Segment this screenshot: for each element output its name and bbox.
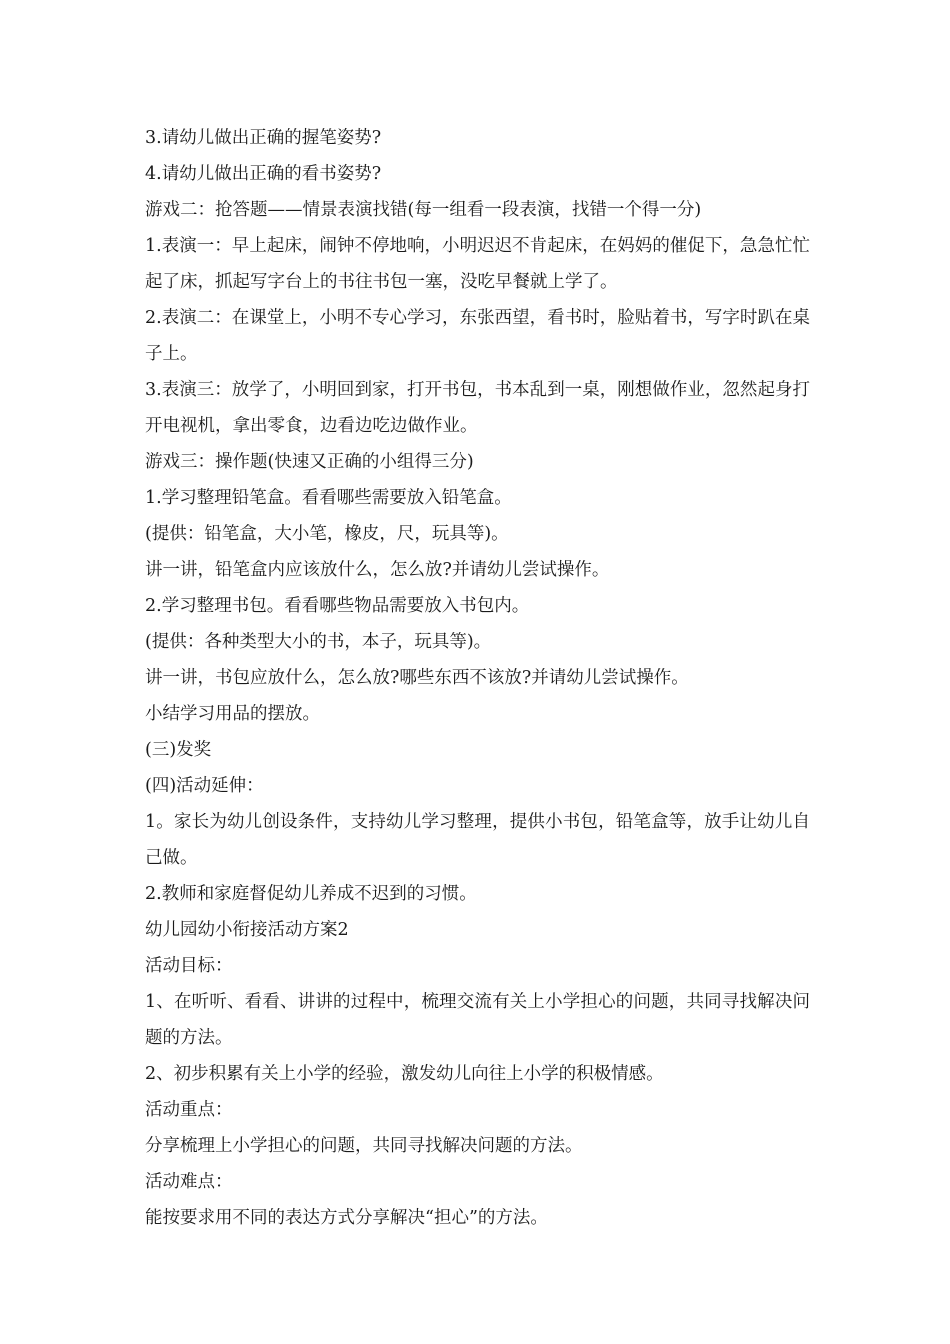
paragraph-pen-grip: 3.请幼儿做出正确的握笔姿势? — [145, 128, 382, 148]
paragraph-pencil-case: 1.学习整理铅笔盒。看看哪些需要放入铅笔盒。 — [145, 488, 512, 508]
paragraph-performance-two: 2.表演二：在课堂上，小明不专心学习，东张西望，看书时，脸贴着书，写字时趴在桌子上。 — [145, 308, 810, 364]
paragraph-goal-two: 2、初步积累有关上小学的经验，激发幼儿向往上小学的积极情感。 — [145, 1064, 664, 1084]
paragraph-game-three-heading: 游戏三：操作题(快速又正确的小组得三分) — [145, 452, 474, 472]
paragraph-reading-posture: 4.请幼儿做出正确的看书姿势? — [145, 164, 382, 184]
paragraph-plan-two-title: 幼儿园幼小衔接活动方案2 — [145, 920, 349, 940]
paragraph-parents-support: 1。家长为幼儿创设条件，支持幼儿学习整理，提供小书包，铅笔盒等，放手让幼儿自己做。 — [145, 812, 810, 868]
paragraph-key-points-heading: 活动重点： — [145, 1100, 233, 1120]
paragraph-awards-heading: (三)发奖 — [145, 740, 212, 760]
paragraph-game-two-heading: 游戏二：抢答题——情景表演找错(每一组看一段表演，找错一个得一分) — [145, 200, 702, 220]
paragraph-summary: 小结学习用品的摆放。 — [145, 704, 320, 724]
paragraph-schoolbag-discussion: 讲一讲，书包应放什么，怎么放?哪些东西不该放?并请幼儿尝试操作。 — [145, 668, 689, 688]
paragraph-extension-heading: (四)活动延伸： — [145, 776, 264, 796]
paragraph-pencil-case-discussion: 讲一讲，铅笔盒内应该放什么，怎么放?并请幼儿尝试操作。 — [145, 560, 610, 580]
paragraph-punctuality: 2.教师和家庭督促幼儿养成不迟到的习惯。 — [145, 884, 477, 904]
paragraph-performance-three: 3.表演三：放学了，小明回到家，打开书包，书本乱到一桌，刚想做作业，忽然起身打开电视机，拿出零食，边看边吃边做作业。 — [145, 380, 810, 436]
paragraph-difficulty-heading: 活动难点： — [145, 1172, 233, 1192]
paragraph-schoolbag: 2.学习整理书包。看看哪些物品需要放入书包内。 — [145, 596, 530, 616]
paragraph-difficulty: 能按要求用不同的表达方式分享解决“担心”的方法。 — [145, 1208, 548, 1228]
paragraph-goal-one: 1、在听听、看看、讲讲的过程中，梳理交流有关上小学担心的问题，共同寻找解决问题的方法。 — [145, 992, 810, 1048]
paragraph-schoolbag-supplies: (提供：各种类型大小的书，本子，玩具等)。 — [145, 632, 492, 652]
paragraph-key-points: 分享梳理上小学担心的问题，共同寻找解决问题的方法。 — [145, 1136, 583, 1156]
paragraph-pencil-case-supplies: (提供：铅笔盒，大小笔，橡皮，尺，玩具等)。 — [145, 524, 509, 544]
document-body — [145, 120, 810, 1236]
paragraph-goals-heading: 活动目标： — [145, 956, 233, 976]
paragraph-performance-one: 1.表演一：早上起床，闹钟不停地响，小明迟迟不肯起床，在妈妈的催促下，急急忙忙起了床，抓起写字台上的书往书包一塞，没吃早餐就上学了。 — [145, 236, 810, 292]
